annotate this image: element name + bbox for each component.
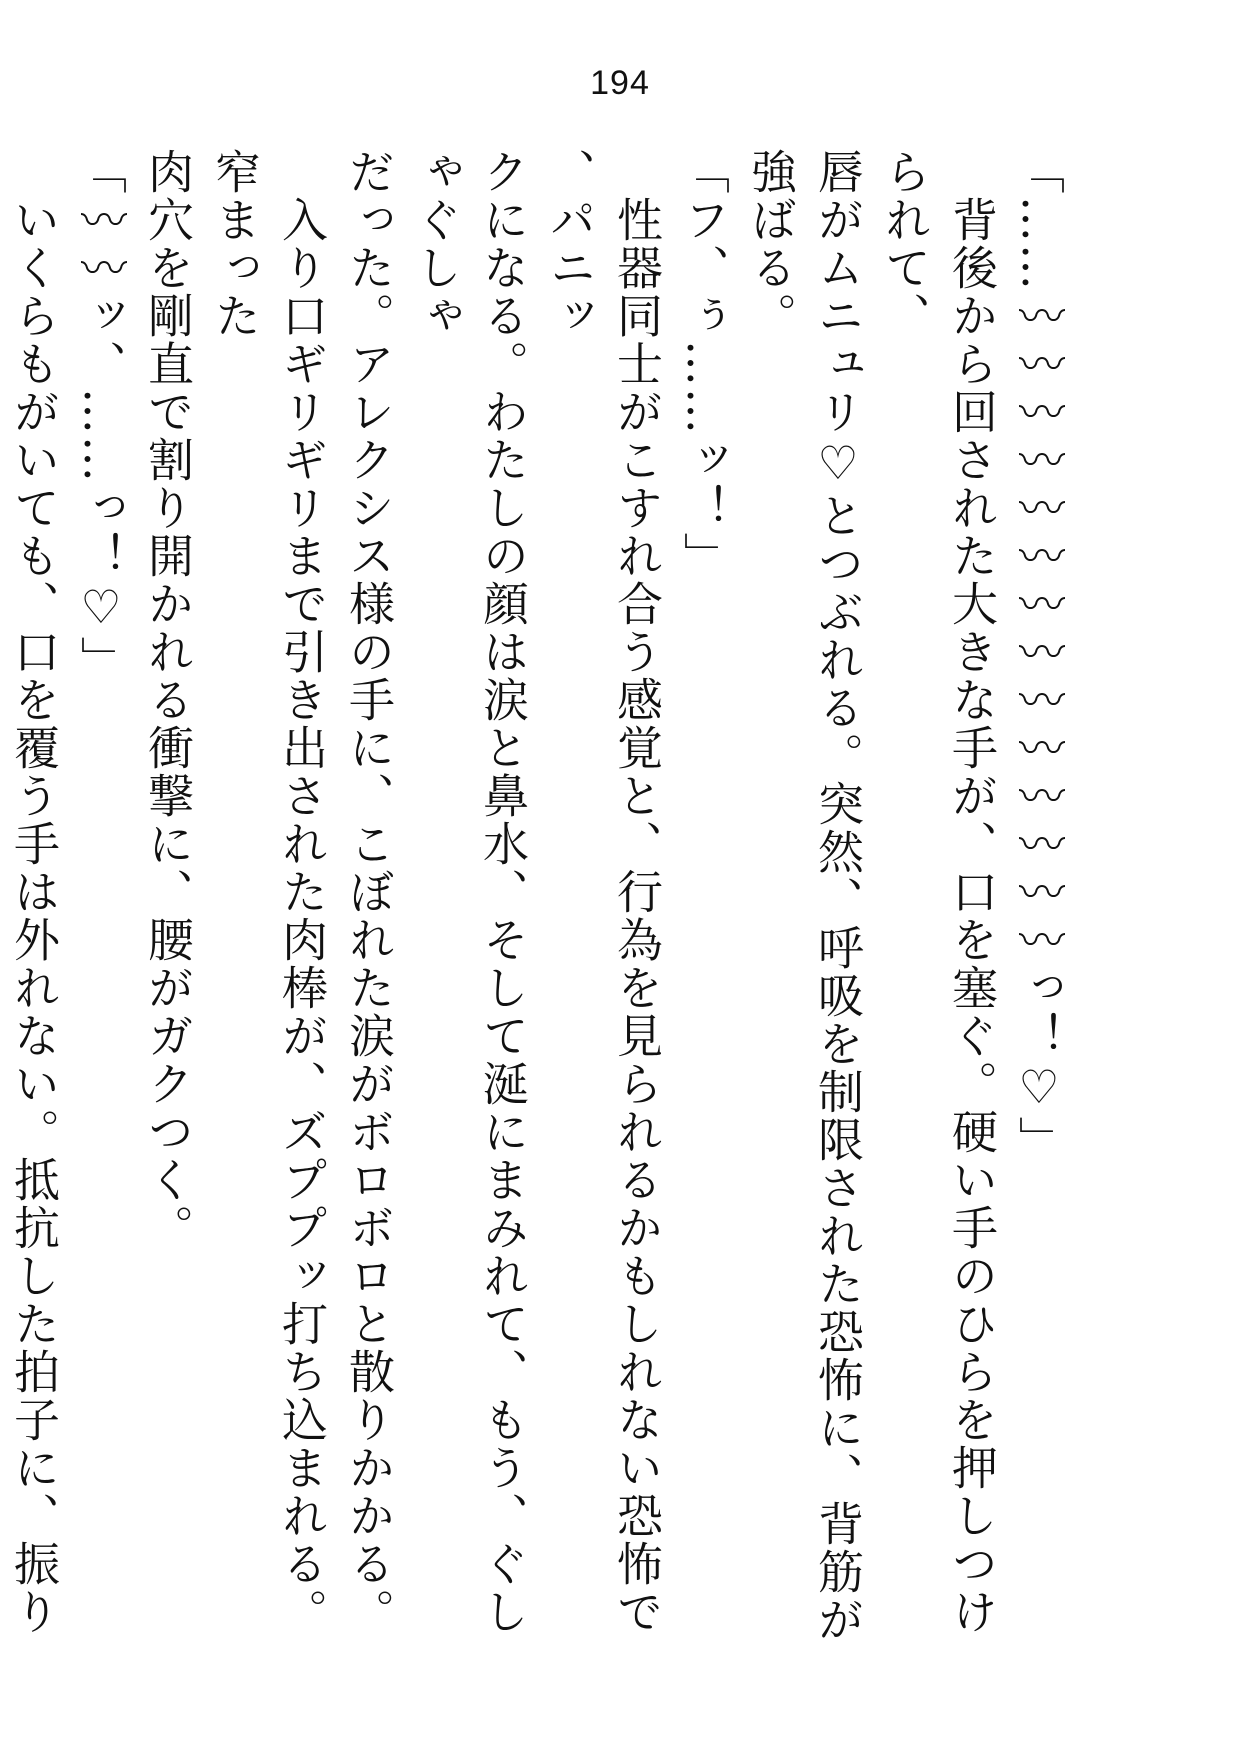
text-line: 「……〰〰〰〰〰〰〰〰〰〰〰〰〰〰っ！♡」 <box>1012 148 1066 1164</box>
text-line: 「フ、ぅ……ッ！」 <box>677 148 731 580</box>
page-number: 194 <box>590 64 650 102</box>
body-text <box>0 148 1072 1678</box>
text-line: 性器同士がこすれ合う感覚と、行為を見られるかもしれない恐怖で、パニッ <box>543 148 664 1636</box>
text-line: 「〰〰ッ、……っ！♡」 <box>74 148 128 684</box>
text-line: いくらもがいても、口を覆う手は外れない。抵抗した拍子に、振り <box>7 196 61 1636</box>
text-line: クになる。わたしの顔は涙と鼻水、そして涎にまみれて、もう、ぐしゃぐしゃ <box>409 148 530 1636</box>
text-line: 背後から回された大きな手が、口を塞ぐ。硬い手のひらを押しつけられて、 <box>878 148 999 1636</box>
text-line: 唇がムニュリ♡とつぶれる。突然、呼吸を制限された恐怖に、背筋が強ばる。 <box>744 148 865 1644</box>
text-line: だった。アレクシス様の手に、こぼれた涙がボロボロと散りかかる。 <box>342 148 396 1636</box>
text-line: 肉穴を剛直で割り開かれる衝撃に、腰がガクつく。 <box>141 148 195 1252</box>
text-line: 入り口ギリギリまで引き出された肉棒が、ズププッ打ち込まれる。窄まった <box>208 148 329 1636</box>
